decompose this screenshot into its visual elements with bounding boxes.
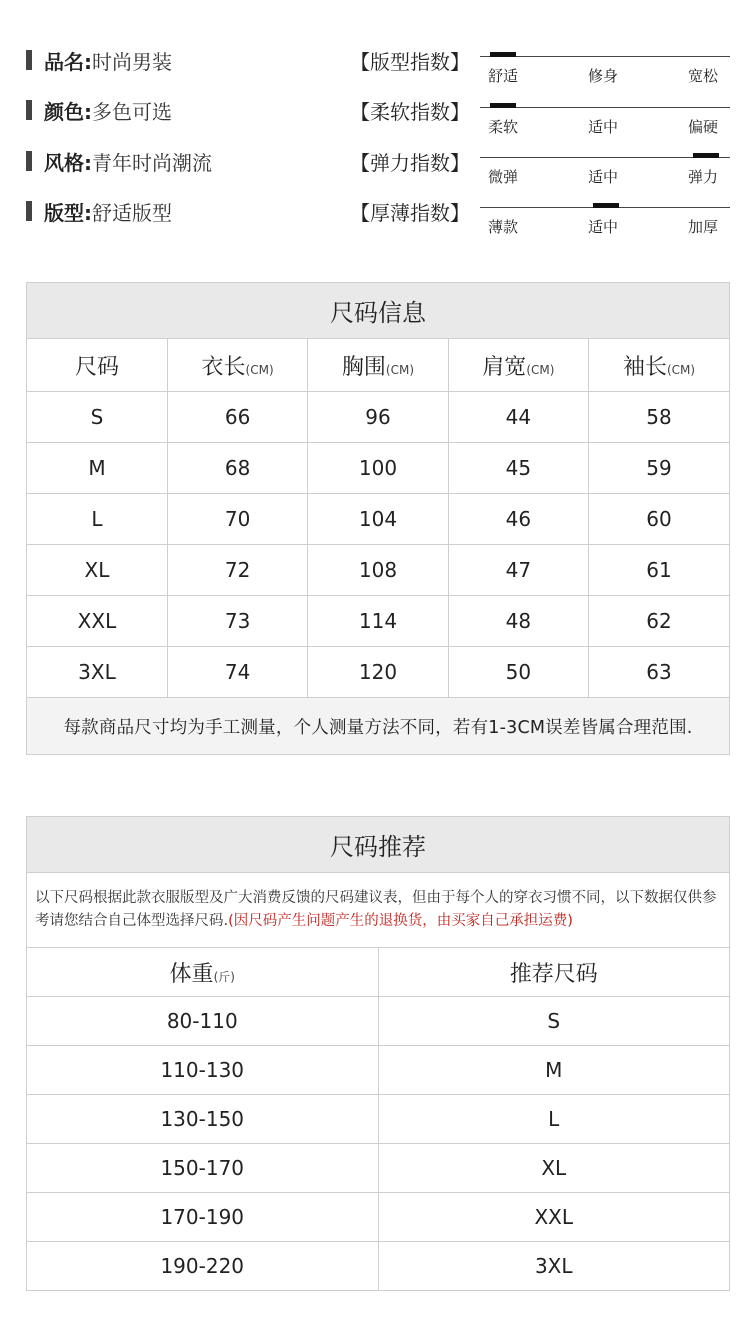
table-row xyxy=(27,1193,729,1242)
scale-tick-right: 偏硬 xyxy=(688,118,719,136)
header-label: 胸围 xyxy=(341,354,386,380)
info-label: 品名: xyxy=(44,49,92,74)
header-shoulder xyxy=(448,339,588,392)
table-cell: XXL xyxy=(27,596,167,647)
table-cell: 3XL xyxy=(378,1242,729,1291)
table-cell: 62 xyxy=(589,596,729,647)
header-unit: (斤) xyxy=(213,969,235,984)
fit-index-scale xyxy=(480,52,730,92)
header-weight xyxy=(27,948,378,997)
scale-line xyxy=(480,107,730,108)
table-cell: 73 xyxy=(167,596,307,647)
table-cell: 46 xyxy=(448,494,588,545)
header-label: 尺码 xyxy=(74,354,119,380)
table-cell: 44 xyxy=(448,392,588,443)
info-value: 舒适版型 xyxy=(92,200,172,225)
table-cell: M xyxy=(27,443,167,494)
header-unit: (CM) xyxy=(245,362,274,377)
table-row xyxy=(27,1046,729,1095)
table-cell: 68 xyxy=(167,443,307,494)
table-cell: 59 xyxy=(589,443,729,494)
table-row xyxy=(27,545,729,596)
scale-marker xyxy=(490,103,516,108)
size-recommend-title: 尺码推荐 xyxy=(27,817,729,872)
table-cell: S xyxy=(27,392,167,443)
info-color-row xyxy=(26,96,172,124)
info-label: 版型: xyxy=(44,200,92,225)
header-chest xyxy=(308,339,448,392)
recommend-description xyxy=(27,872,729,947)
scale-tick-left: 柔软 xyxy=(488,118,519,136)
thickness-index-scale xyxy=(480,203,730,243)
table-row xyxy=(27,1095,729,1144)
elasticity-index-label: 【弹力指数】 xyxy=(350,150,470,175)
table-cell: 60 xyxy=(589,494,729,545)
scale-tick-left: 舒适 xyxy=(488,67,519,85)
scale-marker xyxy=(490,52,516,57)
recommend-description-text: 以下尺码根据此款衣服版型及广大消费反馈的尺码建议表，但由于每个人的穿衣习惯不同，以下数据仅供参考请您结合自己体型选择尺码. xyxy=(35,890,717,929)
table-cell: L xyxy=(378,1095,729,1144)
table-cell: 130-150 xyxy=(27,1095,378,1144)
table-cell: 50 xyxy=(448,647,588,698)
scale-tick-mid: 修身 xyxy=(588,67,619,85)
size-info-panel xyxy=(26,282,730,755)
bullet-bar xyxy=(26,151,32,171)
table-cell: 114 xyxy=(308,596,448,647)
table-cell: 74 xyxy=(167,647,307,698)
bullet-bar xyxy=(26,50,32,70)
header-length xyxy=(167,339,307,392)
info-value: 青年时尚潮流 xyxy=(92,150,212,175)
table-cell: XXL xyxy=(378,1193,729,1242)
table-cell: 58 xyxy=(589,392,729,443)
thickness-index-label: 【厚薄指数】 xyxy=(350,200,470,225)
scale-tick-mid: 适中 xyxy=(588,118,619,136)
scale-tick-right: 弹力 xyxy=(688,168,719,186)
header-sleeve xyxy=(589,339,729,392)
table-cell: 47 xyxy=(448,545,588,596)
table-cell: XL xyxy=(27,545,167,596)
table-header-row xyxy=(27,948,729,997)
table-cell: 63 xyxy=(589,647,729,698)
table-row xyxy=(27,392,729,443)
header-label: 肩宽 xyxy=(482,354,527,380)
table-row xyxy=(27,997,729,1046)
table-cell: 120 xyxy=(308,647,448,698)
table-row xyxy=(27,1242,729,1291)
bullet-bar xyxy=(26,100,32,120)
info-fit-row xyxy=(26,197,172,225)
info-label: 风格: xyxy=(44,150,92,175)
table-cell: M xyxy=(378,1046,729,1095)
table-cell: 80-110 xyxy=(27,997,378,1046)
header-unit: (CM) xyxy=(385,362,415,377)
size-info-table xyxy=(27,338,729,697)
scale-tick-right: 加厚 xyxy=(688,218,719,236)
table-cell: 108 xyxy=(308,545,448,596)
scale-marker xyxy=(593,203,619,208)
table-cell: 72 xyxy=(167,545,307,596)
table-cell: XL xyxy=(378,1144,729,1193)
info-value: 多色可选 xyxy=(92,99,172,124)
table-cell: 45 xyxy=(448,443,588,494)
header-unit: (CM) xyxy=(526,362,555,377)
scale-tick-right: 宽松 xyxy=(688,67,719,85)
header-label: 体重 xyxy=(169,961,214,987)
fit-index-label: 【版型指数】 xyxy=(350,49,470,74)
scale-line xyxy=(480,56,730,57)
info-label: 颜色: xyxy=(44,99,92,124)
table-row xyxy=(27,494,729,545)
table-header-row xyxy=(27,339,729,392)
softness-index-label: 【柔软指数】 xyxy=(350,99,470,124)
header-label: 衣长 xyxy=(201,354,246,380)
info-value: 时尚男装 xyxy=(92,49,172,74)
scale-tick-left: 微弹 xyxy=(488,168,519,186)
scale-tick-left: 薄款 xyxy=(488,218,519,236)
refund-warning: (因尺码产生问题产生的退换货，由买家自己承担运费) xyxy=(228,913,573,929)
scale-marker xyxy=(693,153,719,158)
table-cell: 48 xyxy=(448,596,588,647)
table-cell: S xyxy=(378,997,729,1046)
measurement-note: 每款商品尺寸均为手工测量，个人测量方法不同，若有1-3CM误差皆属合理范围. xyxy=(27,697,729,754)
table-cell: 150-170 xyxy=(27,1144,378,1193)
header-unit: (CM) xyxy=(666,362,696,377)
size-recommend-panel xyxy=(26,816,730,1291)
table-cell: 190-220 xyxy=(27,1242,378,1291)
table-cell: 100 xyxy=(308,443,448,494)
info-style-row xyxy=(26,147,212,175)
elasticity-index-scale xyxy=(480,153,730,193)
table-cell: 110-130 xyxy=(27,1046,378,1095)
table-row xyxy=(27,647,729,698)
bullet-bar xyxy=(26,201,32,221)
header-label: 推荐尺码 xyxy=(509,961,598,987)
table-cell: 61 xyxy=(589,545,729,596)
table-row xyxy=(27,1144,729,1193)
softness-index-scale xyxy=(480,103,730,143)
table-cell: 66 xyxy=(167,392,307,443)
header-recommended-size xyxy=(378,948,729,997)
table-row xyxy=(27,596,729,647)
size-recommend-table xyxy=(27,947,729,1290)
table-row xyxy=(27,443,729,494)
table-cell: 3XL xyxy=(27,647,167,698)
table-cell: 170-190 xyxy=(27,1193,378,1242)
header-label: 袖长 xyxy=(622,354,667,380)
table-cell: 70 xyxy=(167,494,307,545)
table-cell: 96 xyxy=(308,392,448,443)
table-cell: L xyxy=(27,494,167,545)
header-size xyxy=(27,339,167,392)
table-cell: 104 xyxy=(308,494,448,545)
info-name-row xyxy=(26,46,172,74)
scale-tick-mid: 适中 xyxy=(588,168,619,186)
scale-tick-mid: 适中 xyxy=(588,218,619,236)
size-info-title: 尺码信息 xyxy=(27,283,729,338)
